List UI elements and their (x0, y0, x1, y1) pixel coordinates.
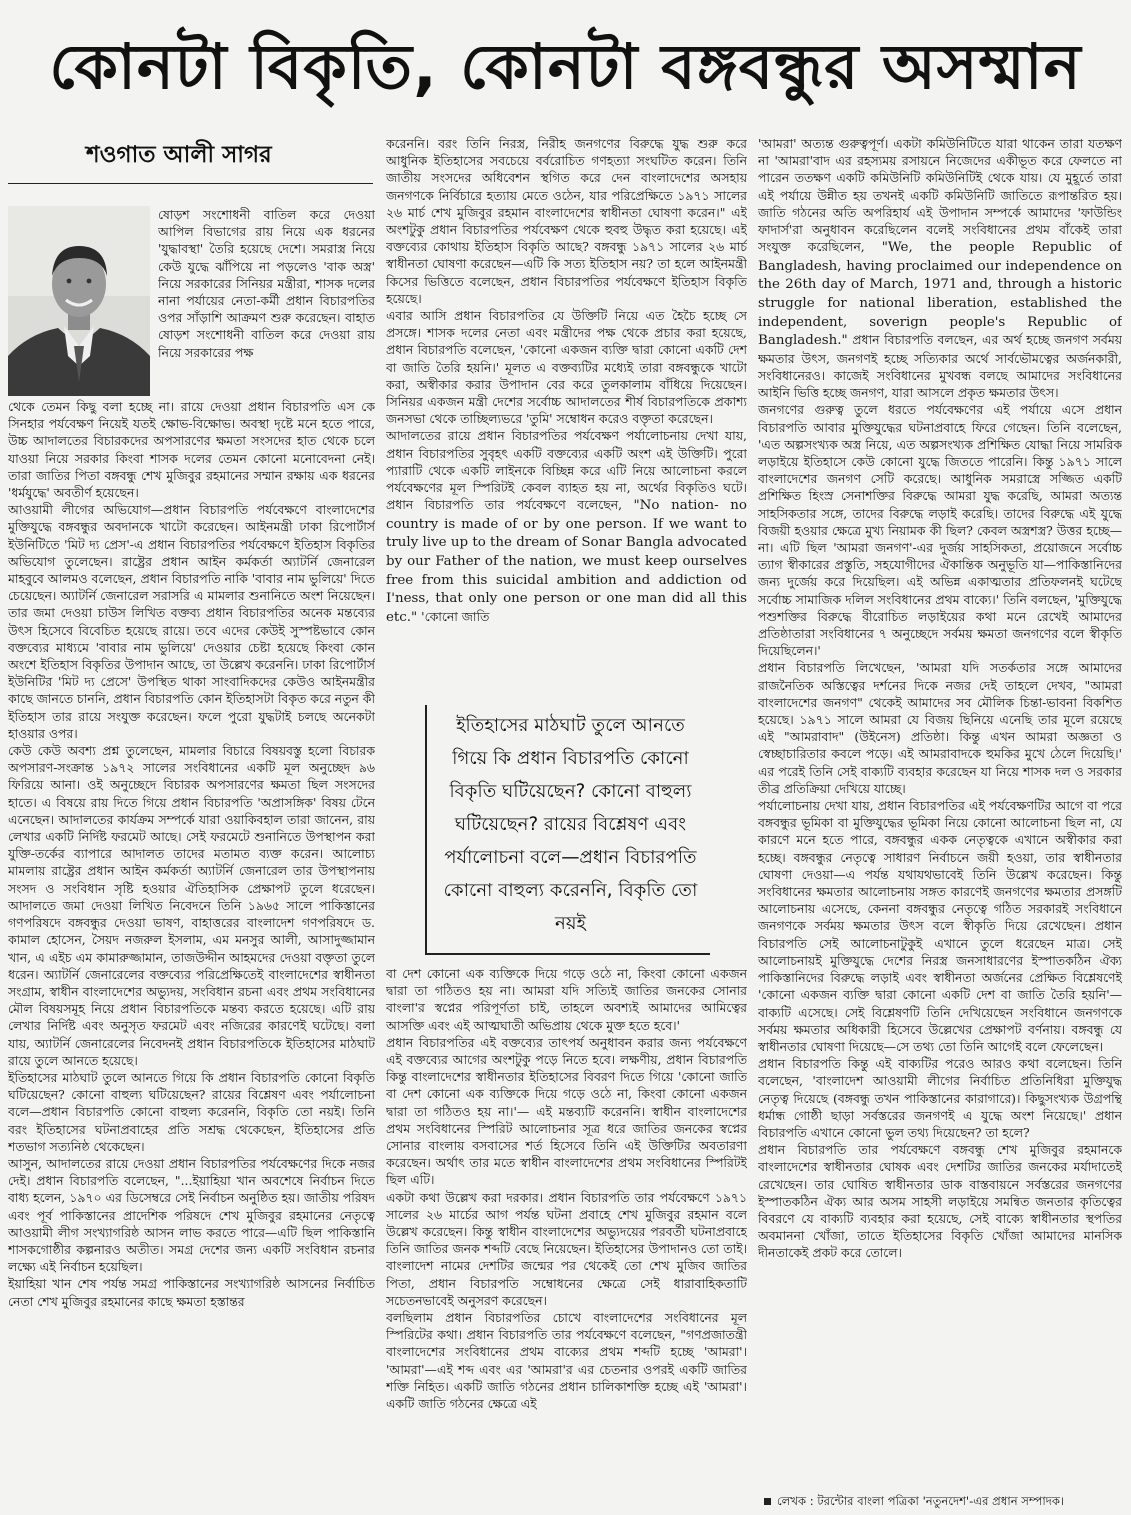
paragraph: প্রধান বিচারপতি তার পর্যবেক্ষণে বঙ্গবন্ধু শেখ মুজিবুর রহমানকে বাংলাদেশের স্বাধীনতার ঘোষক এবং দেশটির জাতির জনকের মর্যাদাতেই রেখেছেন। তার ঘোষিত স্বাধীনতার ডাক বাস্তবায়নে সর্বস্তরের জনগণের ইস্পাতকঠিন ঐক্য আর অসম সাহসী লড়াইয়ে সমন্বিত জনতার কৃতিত্বের বিবরণে যে বাক্যটি ব্যবহার করা হয়েছে, সেই বাক্যে স্বাধীনতার স্থপতির অবমাননা খোঁজা, তাতে ইতিহাসের বিকৃতি খোঁজা আমাদের মানসিক দীনতাকেই প্রকট করে তোলে। (758, 1142, 1122, 1261)
paragraph: ইয়াহিয়া খান শেষ পর্যন্ত সমগ্র পাকিস্তানের সংখ্যাগরিষ্ঠ আসনের নির্বাচিত নেতা শেখ মুজিবুর রহমানের কাছে ক্ষমতা হস্তান্তর (8, 1276, 375, 1309)
author-photo (8, 206, 150, 396)
author-credit (764, 1493, 1124, 1512)
column-3 (758, 135, 1122, 1489)
paragraph (758, 135, 1122, 401)
paragraph: আওয়ামী লীগের অভিযোগ—প্রধান বিচারপতি পর্যবেক্ষণে বাংলাদেশের মুক্তিযুদ্ধে বঙ্গবন্ধুর অবদানকে খাটো করেছেন। আইনমন্ত্রী ঢাকা রিপোর্টার্স ইউনিটিতে 'মিট দ্য প্রেস'-এ প্রধান বিচারপতির পর্যবেক্ষণে ইতিহাস বিকৃতির অভিযোগ তুলেছেন। রাষ্ট্রের প্রধান আইন কর্মকর্তা অ্যাটর্নি জেনারেল মাহবুবে আলমও বলেছেন, প্রধান বিচারপতি নাকি 'বাবার নাম ভুলিয়ে' দিতে চেয়েছেন। অ্যাটর্নি জেনারেল সরাসরি এ মামলার শুনানিতে অংশ নিয়েছেন। তার জমা দেওয়া চাউস লিখিত বক্তব্য প্রধান বিচারপতির অনেক মন্তব্যের উৎস হিসেবে বিবেচিত হয়েছে রায়ে। তবে এদের কেউই সুস্পষ্টভাবে কোন বক্তব্যের মাধ্যমে 'বাবার নাম ভুলিয়ে' দেওয়ার চেষ্টা হয়েছে কিংবা কোন অংশে ইতিহাস বিকৃতির উপাদান আছে, তা উল্লেখ করেননি। ঢাকা রিপোর্টার্স ইউনিটির 'মিট দ্য প্রেসে' উপস্থিত থাকা সাংবাদিকদের কেউও আইনমন্ত্রীর কাছে জানতে চাননি, প্রধান বিচারপতি কোন ইতিহাসটা বিকৃত করে নতুন কী ইতিহাস তার রায়ে সংযুক্ত করেছেন। ফলে পুরো যুদ্ধটাই চলছে অনেকটা হাওয়ার ওপর। (8, 502, 375, 741)
paragraph: আসুন, আদালতের রায়ে দেওয়া প্রধান বিচারপতির পর্যবেক্ষণের দিকে নজর দেই। প্রধান বিচারপতি বলেছেন, "...ইয়াহিয়া খান অবশেষে নির্বাচন দিতে বাধ্য হলেন, ১৯৭০ এর ডিসেম্বরে সেই নির্বাচন অনুষ্ঠিত হয়। জাতীয় পরিষদ এবং পূর্ব পাকিস্তানের প্রাদেশিক পরিষদে শেখ মুজিবুর রহমানের নেতৃত্বে আওয়ামী লীগ সংখ্যাগরিষ্ঠ আসন লাভ করতে পারে—এটি ছিল পাকিস্তানি শাসকগোষ্ঠীর কল্পনারও অতীত। সমগ্র দেশের জন্য একটি সংবিধান রচনার লক্ষ্যে এই নির্বাচন হয়েছিল। (8, 1155, 375, 1275)
column-1-intro (158, 206, 375, 396)
english-quote: "No nation- no country is made of or by one person. If we want to truly live up to the dream of Sonar Bangla advocated by our Father of the nation, we must keep ourselves free from this suicidal ambition and addiction od I'ness, that only one person or one man did all this etc." (386, 498, 747, 625)
paragraph: থেকে তেমন কিছু বলা হচ্ছে না। রায়ে দেওয়া প্রধান বিচারপতি এস কে সিনহার পর্যবেক্ষণ নিয়েই যতই ক্ষোভ-বিক্ষোভ। অবস্থা দৃষ্টে মনে হতে পারে, উচ্চ আদালতের বিচারকদের অপসারণের ক্ষমতা সংসদের হাত থেকে চলে যাওয়া নিয়ে সরকার কিংবা শাসক দলের তেমন কোনো মনোবেদনা নেই। তারা জাতির পিতা বঙ্গবন্ধু শেখ মুজিবুর রহমানের সম্মান রক্ষায় এক ধরনের 'ধর্মযুদ্ধে' অবতীর্ণ হয়েছেন। (8, 399, 375, 501)
column-2-lower (386, 965, 747, 1502)
paragraph: প্রধান বিচারপতি কিন্তু এই বাক্যটির পরেও আরও কথা বলেছেন। তিনি বলেছেন, 'বাংলাদেশ আওয়ামী লীগের নির্বাচিত প্রতিনিধিরা মুক্তিযুদ্ধ নেতৃত্ব দিয়েছে (বঙ্গবন্ধু তখন পাকিস্তানের কারাগারে)। কিছুসংখ্যক উগ্রপন্থি ধর্মান্ধ গোষ্ঠী ছাড়া সর্বস্তরের জনগণই এ যুদ্ধে অংশ নিয়েছে।' প্রধান বিচারপতি এখানে কোনো ভুল তথ্য দিয়েছেন? তা হলে? (758, 1056, 1122, 1140)
paragraph (386, 427, 747, 626)
paragraph: করেননি। বরং তিনি নিরস্ত্র, নিরীহ জনগণের বিরুদ্ধে যুদ্ধ শুরু করে আধুনিক ইতিহাসের সবচেয়ে বর্বরোচিত গণহত্যা সংঘটিত করেন। তিনি জাতীয় সংসদের অধিবেশন স্থগিত করে দেন বাংলাদেশের অসহায় জনগণকে নির্বিচারে হত্যায় মেতে ওঠেন, যার পরিপ্রেক্ষিতে ১৯৭১ সালের ২৬ মার্চ শেখ মুজিবুর রহমান বাংলাদেশের স্বাধীনতা ঘোষণা করেন।" এই অংশটুকু প্রধান বিচারপতির পর্যবেক্ষণ থেকে হুবহু উদ্ধৃত করা হয়েছে। এই বক্তব্যের কোথায় ইতিহাস বিকৃতি আছে? বঙ্গবন্ধু ১৯৭১ সালের ২৬ মার্চ স্বাধীনতা ঘোষণা করেছেন—এটি কি সত্য ইতিহাস নয়? তা হলে আইনমন্ত্রী কিসের ভিত্তিতে বলেছেন, প্রধান বিচারপতির পর্যবেক্ষণে ইতিহাস বিকৃতি হয়েছে। (386, 136, 747, 306)
paragraph: ষোড়শ সংশোধনী বাতিল করে দেওয়া আপিল বিভাগের রায় নিয়ে এক ধরনের 'যুদ্ধাবস্থা' তৈরি হয়েছে দেশে। সমরাস্ত্র নিয়ে কেউ যুদ্ধে ঝাঁপিয়ে না পড়লেও 'বাক অস্ত্র' নিয়ে সরকারের সিনিয়র মন্ত্রীরা, শাসক দলের নানা পর্যায়ের নেতা-কর্মী প্রধান বিচারপতির ওপর সাঁড়াশি আক্রমণ শুরু করেছেন। বাহাত ষোড়শ সংশোধনী বাতিল করে দেওয়া রায় নিয়ে সরকারের পক্ষ (158, 207, 375, 360)
headline: কোনটা বিকৃতি, কোনটা বঙ্গবন্ধুর অসম্মান (49, 30, 1082, 103)
paragraph: বা দেশ কোনো এক ব্যক্তিকে দিয়ে গড়ে ওঠে না, কিংবা কোনো একজন দ্বারা তা গঠিতও হয় না। আমরা যদি সত্যিই জাতির জনকের সোনার বাংলা'র স্বপ্নের পরিপূর্ণতা চাই, তাহলে অবশ্যই আমাদের আমিত্বের আসক্তি এবং এই আত্মঘাতী অভিপ্রায় থেকে মুক্ত হতে হবে।' (386, 966, 747, 1033)
paragraph-text: 'আমরা' অত্যন্ত গুরুত্বপূর্ণ। একটা কমিউনিটিতে যারা থাকেন তারা যতক্ষণ না 'আমরা'বাদ এর রহস্যময় রসায়নে নিজেদের একীভূত করে ফেলতে না পারেন ততক্ষণ একটি কমিউনিটি কমিউনিটিই থেকে যায়। যে মুহূর্তে তারা এই পর্যায়ে উন্নীত হয় তখনই একটি কমিউনিটি জাতিতে রূপান্তরিত হয়। জাতি গঠনের অতি অপরিহার্য এই উপাদান সম্পর্কে আমাদের 'ফাউন্ডিং ফাদার্স'রা অনুধাবন করেছিলেন বলেই সংবিধানের প্রথম বাঁকেই তারা সংযুক্ত করেছিলেন, (758, 136, 1122, 255)
paragraph: প্রধান বিচারপতি লিখেছেন, 'আমরা যদি সতর্কতার সঙ্গে আমাদের রাজনৈতিক অস্তিত্বের দর্শনের দিকে নজর দেই তাহলে দেখব, "আমরা বাংলাদেশের জনগণ" থেকেই আমাদের সব মৌলিক চিন্তা-ভাবনা বিকশিত হয়েছে। ১৯৭১ সালে আমরা যে বিজয় ছিনিয়ে এনেছি তার মূলে রয়েছে এই "আমরাবাদ" (উইনেস) প্রতিষ্ঠা। কিন্তু এখন আমরা অজ্ঞতা ও স্বেচ্ছাচারিতার কবলে পড়ে। এই আমরাবাদকে হুমকির মুখে ঠেলে দিয়েছি।' এর পরেই তিনি সেই বাক্যটি ব্যবহার করেছেন যা নিয়ে শাসক দল ও সরকার তীব্র প্রতিক্রিয়া দেখিয়ে যাচ্ছে। (758, 660, 1122, 796)
paragraph: এবার আসি প্রধান বিচারপতির যে উক্তিটি নিয়ে এত হৈচৈ হচ্ছে সে প্রসঙ্গে। শাসক দলের নেতা এবং মন্ত্রীদের পক্ষ থেকে প্রচার করা হয়েছে, প্রধান বিচারপতি বলেছেন, 'কোনো একজন ব্যক্তি দ্বারা কোনো একটি দেশ বা জাতি তৈরি হয়নি।' মূলত এ বক্তব্যটির মধ্যেই তারা বঙ্গবন্ধুকে খাটো করা, অস্বীকার করার উপাদান বের করে তুলকালাম বাঁধিয়ে দিয়েছেন। সিনিয়র একজন মন্ত্রী দেশের সর্বোচ্চ আদালতের শীর্ষ বিচারপতিকে প্রকাশ্য জনসভা থেকে তাচ্ছিল্যভরে 'তুমি' সম্বোধন করেও বক্তৃতা করেছেন। (386, 308, 747, 427)
paragraph: কেউ কেউ অবশ্য প্রশ্ন তুলেছেন, মামলার বিচারে বিষয়বস্তু হলো বিচারক অপসারণ-সংক্রান্ত ১৯৭২ সালের সংবিধানের একটি মূল অনুচ্ছেদ ৯৬ ফিরিয়ে আনা। ওই অনুচ্ছেদে বিচারক অপসারণের ক্ষমতা ছিল সংসদের হাতে। এ বিষয়ে রায় দিতে গিয়ে প্রধান বিচারপতি 'অপ্রাসঙ্গিক' বিষয় টেনে এনেছেন। আদালতের কার্যক্রম সম্পর্কে যারা ওয়াকিবহাল তারা জানেন, রায় লেখার একটি নির্দিষ্ট ফরমেট আছে। সেই ফরমেটে শুনানিতে উপস্থাপন করা যুক্তি-তর্কের ব্যাপারে আদালত তাদের মতামত ব্যক্ত করেন। আলোচ্য মামলায় রাষ্ট্রের প্রধান আইন কর্মকর্তা অ্যাটর্নি জেনারেল তার উপস্থাপনায় সংসদ ও সংবিধান সৃষ্টি হওয়ার ঐতিহাসিক প্রেক্ষাপট তুলে ধরেছেন। আদালতে জমা দেওয়া লিখিত নিবেদনে তিনি ১৯৬৫ সালে পাকিস্তানের গণপরিষদে বঙ্গবন্ধুর দেওয়া ভাষণ, বাহাত্তরের বাংলাদেশ গণপরিষদে ড. কামাল হোসেন, সৈয়দ নজরুল ইসলাম, এম মনসুর আলী, আসাদুজ্জামান খান, এ এইচ এম কামারুজ্জামান, তাজউদ্দীন আহমদের দেওয়া বক্তৃতা তুলে ধরেন। অ্যাটর্নি জেনারেলের বক্তব্যের পরিপ্রেক্ষিতেই বাংলাদেশের স্বাধীনতা সংগ্রাম, স্বাধীন বাংলাদেশের অভ্যুদয়, সংবিধান রচনা এবং প্রথম সংবিধানের মৌল বিষয়সমূহ নিয়ে প্রধান বিচারপতিকে মন্তব্য করতে হয়েছে। এটি রায় লেখার নির্দিষ্ট এবং অনুসৃত ফরমেট এবং নজিরের কারণেই ঘটেছে। বলা যায়, অ্যাটর্নি জেনারেলের নিবেদনই প্রধান বিচারপতিকে ইতিহাসের মাঠঘাট রায়ে তুলে আনতে হয়েছে। (8, 743, 375, 1068)
pull-quote (425, 705, 710, 955)
paragraph-text: আদালতের রায়ে প্রধান বিচারপতির পর্যবেক্ষণ পর্যালোচনায় দেখা যায়, প্রধান বিচারপতির সুবৃহৎ একটি বক্তব্যের একটি অংশ এই উক্তিটি। পুরো প্যারাটি থেকে একটি লাইনকে বিচ্ছিন্ন করে এটি নিয়ে আলোচনা করলে পর্যবেক্ষণের মূল স্পিরিটই কেবল ব্যাহত হয় না, অর্থের বিকৃতিও ঘটে। প্রধান বিচারপতি তার পর্যবেক্ষণে বলেছেন, (386, 428, 747, 513)
paragraph-text: প্রধান বিচারপতি বলছেন, এর অর্থ হচ্ছে জনগণ সর্বময় ক্ষমতার উৎস, জনগণই হচ্ছে সত্যিকার অর্থে সার্বভৌমত্বের অর্জনকারী, সংবিধানেরও। কাজেই সংবিধানের মুখবন্ধ বলছে আমাদের সংবিধানের আইনি ভিত্তি হচ্ছে জনগণ, যারা আসলে প্রকৃত ক্ষমতার উৎস। (758, 332, 1122, 401)
paragraph: বলছিলাম প্রধান বিচারপতির চোখে বাংলাদেশের সংবিধানের মূল স্পিরিটের কথা। প্রধান বিচারপতি তার পর্যবেক্ষণে বলেছেন, "গণপ্রজাতন্ত্রী বাংলাদেশের সংবিধানের প্রথম বাক্যের প্রথম শব্দটি হচ্ছে 'আমরা'। 'আমরা'—এই শব্দ এবং এর 'আমরা'র এর চেতনার ওপরই একটি জাতির শক্তি নিহিত। একটি জাতি গঠনের প্রধান চালিকাশক্তি হচ্ছে এই 'আমরা'। একটি জাতি গঠনের ক্ষেত্রে এই (386, 1310, 747, 1412)
pull-quote-text: ইতিহাসের মাঠঘাট তুলে আনতে গিয়ে কি প্রধান বিচারপতি কোনো বিকৃতি ঘটিয়েছেন? কোনো বাহুল্য ঘটিয়েছেন? রায়ের বিশ্লেষণ এবং পর্যালোচনা বলে—প্রধান বিচারপতি কোনো বাহুল্য করেননি, বিকৃতি তো নয়ই (443, 715, 698, 934)
column-1 (8, 398, 375, 1502)
author-credit-text: লেখক : টরন্টোর বাংলা পত্রিকা 'নতুনদেশ'-এর প্রধান সম্পাদক। (777, 1494, 1065, 1508)
paragraph: প্রধান বিচারপতির এই বক্তব্যের তাৎপর্য অনুধাবন করার জন্য পর্যবেক্ষণে এই বক্তব্যের আগের অংশটুকু পড়ে নিতে হবে। লক্ষণীয়, প্রধান বিচারপতি কিন্তু বাংলাদেশের স্বাধীনতার ইতিহাসের বিবরণ দিতে গিয়ে 'কোনো জাতি বা দেশ কোনো এক ব্যক্তিকে দিয়ে গড়ে ওঠে না, কিংবা কোনো একজন দ্বারা তা গঠিতও হয় না।'— এই মন্তব্যটি করেননি। স্বাধীন বাংলাদেশের প্রথম সংবিধানের স্পিরিট আলোচনার সূত্র ধরে জাতির জনকের স্বপ্নের সোনার বাংলায় বসবাসের শর্ত হিসেবে তিনি এই উক্তিটির অবতারণা করেছেন। অর্থাৎ তার মতে স্বাধীন বাংলাদেশের প্রথম সংবিধানের স্পিরিটই ছিল এটি। (386, 1034, 747, 1188)
paragraph: ইতিহাসের মাঠঘাট তুলে আনতে গিয়ে কি প্রধান বিচারপতি কোনো বিকৃতি ঘটিয়েছেন? কোনো বাহুল্য ঘটিয়েছেন? রায়ের বিশ্লেষণ এবং পর্যালোচনা বলে—প্রধান বিচারপতি কোনো বাহুল্য করেননি, বিকৃতি তো নয়ই। তিনি বরং ইতিহাসের ঘটনাপ্রবাহের প্রতি সশ্রদ্ধ থেকেছেন, ইতিহাসের প্রতি শতভাগ সত্যনিষ্ঠ থেকেছেন। (8, 1069, 375, 1154)
square-bullet-icon (764, 1498, 771, 1505)
paragraph: জনগণের গুরুত্ব তুলে ধরতে পর্যবেক্ষণের এই পর্যায়ে এসে প্রধান বিচারপতি আবার মুক্তিযুদ্ধের ঘটনাপ্রবাহে ফিরে গেছেন। তিনি বলেছেন, 'এত অল্পসংখ্যক অস্ত্র নিয়ে, এত অল্পসংখ্যক প্রশিক্ষিত যোদ্ধা নিয়ে সামরিক লড়াইয়ে ইতিহাসে কেউ কোনো যুদ্ধে জিততে পারেনি। কিন্তু ১৯৭১ সালে বাংলাদেশের জনগণ সেটি করেছে। আধুনিক সমরাস্ত্রে সজ্জিত একটি প্রশিক্ষিত হিংস্র সেনাশক্তির বিরুদ্ধে আমরা যুদ্ধ করেছি, আমরা অত্যন্ত সাহসিকতার সঙ্গে, তাদের বিরুদ্ধে লড়াই করেছি। তাদের বিরুদ্ধে এই যুদ্ধে বিজয়ী হওয়ার ক্ষেত্রে মুখ্য নিয়ামক কী ছিল? কেবল অস্ত্রশস্ত্র? উত্তর হচ্ছে—না। এটি ছিল 'আমরা জনগণ'-এর দুর্জয় সাহসিকতা, প্রয়োজনে সর্বোচ্চ ত্যাগ স্বীকারের প্রস্তুতি, সহযোগীদের ঐকান্তিক অনুভূতি যা—পাকিস্তানিদের জন্য দুর্জেয় করে দিয়েছিল। এই অভিন্ন একাত্মতার প্রতিফলনই ঘটেছে সর্বোচ্চ সামাজিক দলিল সংবিধানের প্রথম বাক্যে।' তিনি বলছেন, 'মুক্তিযুদ্ধে পশুশক্তির বিরুদ্ধে বীরোচিত লড়াইয়ের কথা মনে রেখেই আমাদের প্রতিষ্ঠাতারা সংবিধানের ৭ অনুচ্ছেদে সর্বময় ক্ষমতা জনগণের বলে স্বীকৃতি দিয়েছিলেন।' (758, 402, 1122, 659)
column-2-upper (386, 135, 747, 705)
byline-rule (8, 183, 373, 184)
byline: শওগাত আলী সাগর (86, 142, 272, 168)
paragraph: একটা কথা উল্লেখ করা দরকার। প্রধান বিচারপতি তার পর্যবেক্ষণে ১৯৭১ সালের ২৬ মার্চের আগ পর্যন্ত ঘটনা প্রবাহে শেখ মুজিবুর রহমান বলে উল্লেখ করেছেন। কিন্তু স্বাধীন বাংলাদেশের অভ্যুদয়ের পরবর্তী ঘটনাপ্রবাহে তিনি জাতির জনক শব্দটি বেছে নিয়েছেন। ইতিহাসের উপাদানও তো তাই। বাংলাদেশ নামের দেশটির জন্মের পর থেকেই তো শেখ মুজিব জাতির পিতা, প্রধান বিচারপতি সম্বোধনের ক্ষেত্রে সেই ধারাবাহিকতাটি সচেতনভাবেই অনুসরণ করেছেন। (386, 1189, 747, 1308)
author-portrait-icon (8, 206, 150, 396)
english-quote: "We, the people Republic of Bangladesh, having proclaimed our independence on the 26th day of March, 1971 and, through a historic struggle for national liberation, established the independent, soverign people's Republic of Bangladesh." (758, 240, 1122, 349)
paragraph: পর্যালোচনায় দেখা যায়, প্রধান বিচারপতির এই পর্যবেক্ষণটির আগে বা পরে বঙ্গবন্ধুর ভূমিকা বা মুক্তিযুদ্ধের ভূমিকা নিয়ে কোনো আলোচনা ছিল না, যে কারণে মনে হতে পারে, বঙ্গবন্ধুর একক নেতৃত্বকে এখানে অস্বীকার করা হচ্ছে। বঙ্গবন্ধুর নেতৃত্বে সাধারণ নির্বাচনে জয়ী হওয়া, তার স্বাধীনতার ঘোষণা দেওয়া—এ পর্যন্ত যথাযথভাবেই তিনি উল্লেখ করেছেন। কিন্তু সংবিধানের ক্ষমতার আলোচনায় সঙ্গত কারণেই জনগণের ক্ষমতার প্রসঙ্গটি আলোচনায় এসেছে, কেননা বঙ্গবন্ধুর নেতৃত্বে গঠিত সরকারই সংবিধানে জনগণকে সর্বময় ক্ষমতার উৎস বলে স্বীকৃতি দিয়ে রেখেছেন। প্রধান বিচারপতি সেই আলোচনাটুকুই এখানে তুলে ধরেছেন মাত্র। সেই আলোচনায়ই মুক্তিযুদ্ধে দেশের নিরস্ত্র জনসাধারণের ইস্পাতকঠিন ঐক্য পাকিস্তানিদের বিরুদ্ধে লড়াই এবং স্বাধীনতা অর্জনের প্রেক্ষিত বিশ্লেষণেই 'কোনো একজন ব্যক্তি দ্বারা কোনো একটি দেশ বা জাতি তৈরি হয়নি'—বাক্যটি এসেছে। সেই বিশ্লেষণটি তিনি দেখিয়েছেন সংবিধানে জনগণকে সর্বময় ক্ষমতার অধিকারী হিসেবে উল্লেখের প্রেক্ষাপট বর্ণনায়। বঙ্গবন্ধু যে স্বাধীনতার ঘোষণা দিয়েছে—সে তথ্য তো তিনি আগেই বলে ফেলেছেন। (758, 798, 1122, 1054)
quote-continuation: 'কোনো জাতি (417, 608, 490, 624)
